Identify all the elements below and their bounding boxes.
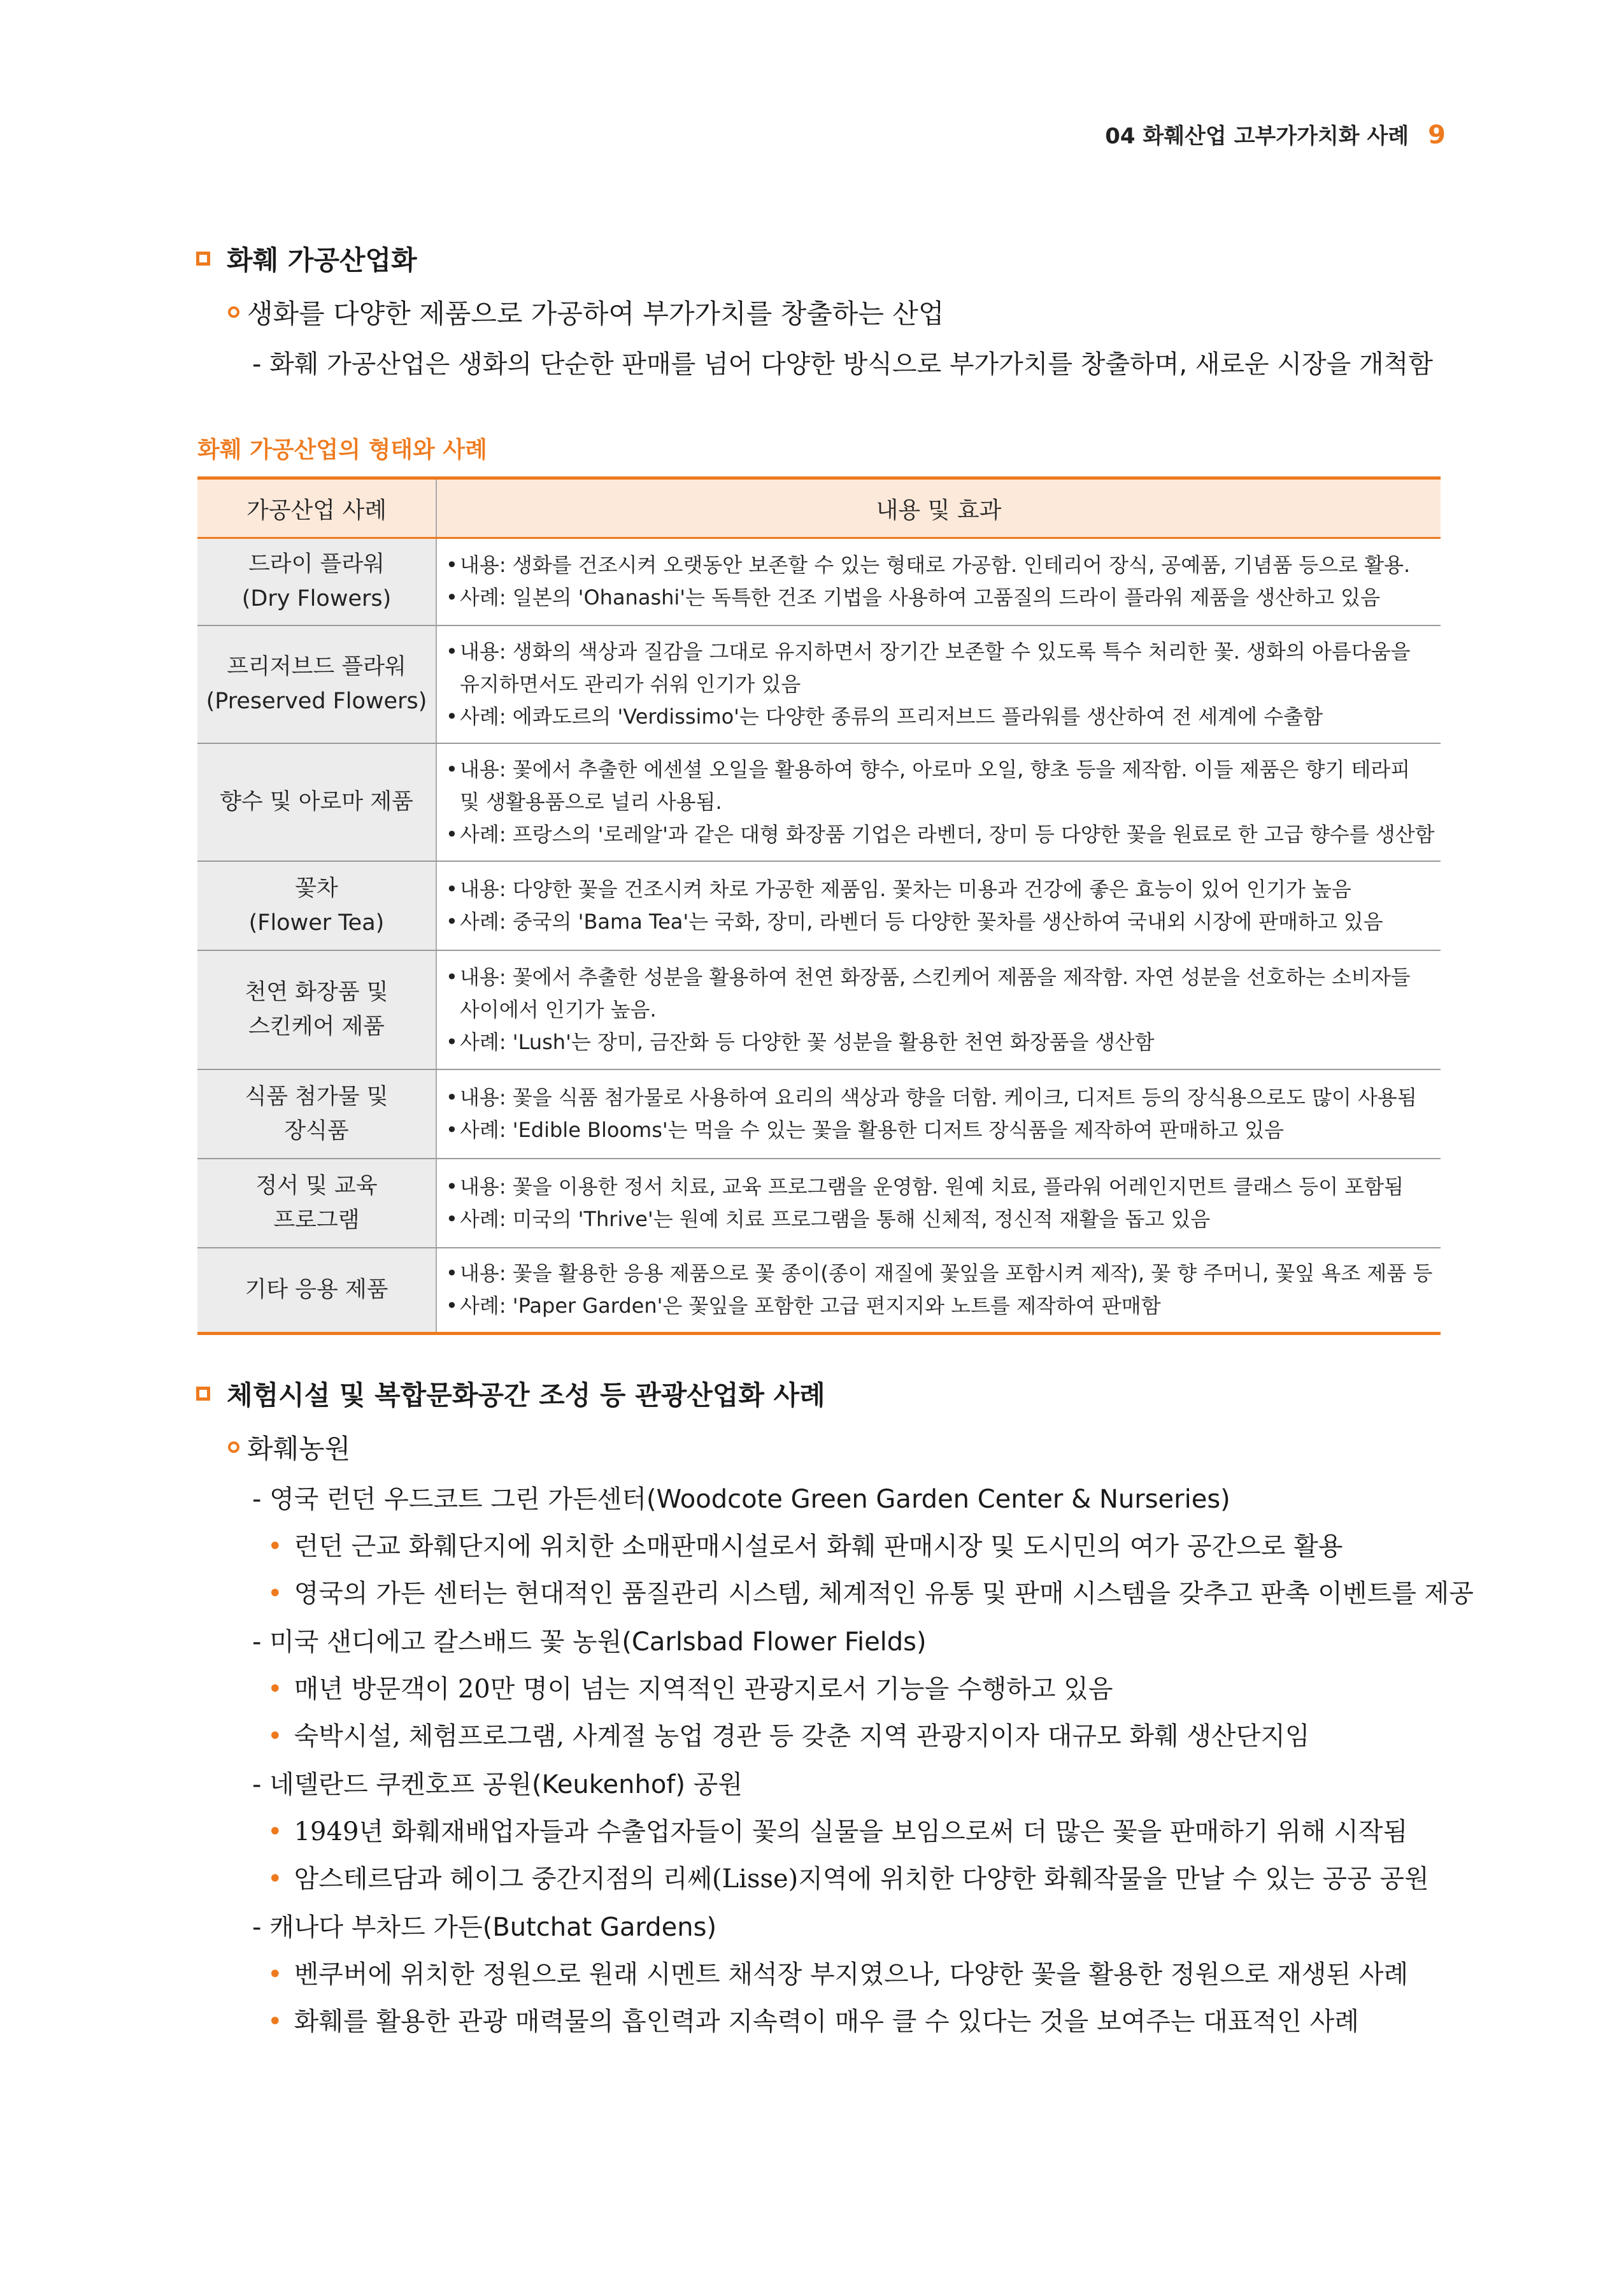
desc-item: • 사례: 미국의 'Thrive'는 원예 치료 프로그램을 통해 신체적, 정신적 재활을 돕고 있음 bbox=[446, 1206, 1211, 1231]
table-header-row bbox=[197, 478, 1441, 538]
section-heading-tourism bbox=[196, 1375, 825, 1413]
case-title: - 영국 런던 우드코트 그린 가든센터(Woodcote Green Garden Center & Nurseries) bbox=[252, 1485, 1230, 1514]
table-row bbox=[197, 861, 1441, 950]
desc-item: • 사례: 중국의 'Bama Tea'는 국화, 장미, 라벤더 등 다양한 꽃차를 생산하여 국내외 시장에 판매하고 있음 bbox=[446, 909, 1383, 934]
case-name-line: 프로그램 bbox=[273, 1207, 360, 1233]
case-name-line: 식품 첨가물 및 bbox=[245, 1083, 388, 1110]
case-name-cell bbox=[197, 861, 436, 950]
case-name-line: 드라이 플라워 bbox=[248, 552, 385, 578]
case-bullet: • 화훼를 활용한 관광 매력물의 흡인력과 지속력이 매우 클 수 있다는 것을 보여주는 대표적인 사례 bbox=[267, 2007, 1359, 2036]
section-heading-text: 체험시설 및 복합문화공간 조성 등 관광산업화 사례 bbox=[227, 1380, 825, 1411]
case-name-cell bbox=[197, 950, 436, 1069]
table-row bbox=[197, 625, 1441, 743]
chapter-title: 04 화훼산업 고부가가치화 사례 bbox=[1105, 124, 1409, 149]
section-point bbox=[228, 1428, 350, 1466]
case-desc-cell bbox=[436, 1248, 1441, 1334]
case-name-cell bbox=[197, 1248, 436, 1334]
table-row bbox=[197, 1248, 1441, 1334]
desc-item: • 내용: 다양한 꽃을 건조시켜 차로 가공한 제품임. 꽃차는 미용과 건강에 좋은 효능이 있어 인기가 높음 bbox=[446, 876, 1351, 901]
table-title: 화훼 가공산업의 형태와 사례 bbox=[197, 437, 487, 463]
case-bullet: • 매년 방문객이 20만 명이 넘는 지역적인 관광지로서 기능을 수행하고 있음 bbox=[267, 1675, 1113, 1704]
desc-item: • 내용: 생화를 건조시켜 오랫동안 보존할 수 있는 형태로 가공함. 인테리어 장식, 공예품, 기념품 등으로 활용. bbox=[446, 553, 1411, 578]
case-name-line: 프리저브드 플라워 bbox=[227, 654, 406, 680]
case-bullet: • 1949년 화훼재배업자들과 수출업자들이 꽃의 실물을 보임으로써 더 많은 꽃을 판매하기 위해 시작됨 bbox=[267, 1817, 1408, 1847]
circle-bullet-icon bbox=[228, 306, 239, 318]
square-bullet-icon bbox=[196, 1387, 210, 1401]
bullet-dot-icon: • bbox=[267, 1864, 283, 1894]
desc-item: • 내용: 꽃을 활용한 응용 제품으로 꽃 종이(종이 재질에 꽃잎을 포함시켜 제작), 꽃 향 주머니, 꽃잎 욕조 제품 등 bbox=[446, 1261, 1433, 1286]
case-desc-cell bbox=[436, 950, 1441, 1069]
bullet-dot-icon: • bbox=[267, 1722, 283, 1751]
section-point-text: 생화를 다양한 제품으로 가공하여 부가가치를 창출하는 산업 bbox=[247, 298, 944, 329]
case-name-line: 장식품 bbox=[284, 1118, 349, 1144]
column-header-content: 내용 및 효과 bbox=[436, 478, 1441, 538]
case-name-line: (Dry Flowers) bbox=[241, 586, 392, 612]
desc-item: • 사례: 'Paper Garden'은 꽃잎을 포함한 고급 편지지와 노트를 제작하여 판매함 bbox=[446, 1294, 1161, 1318]
processing-cases-table bbox=[197, 476, 1441, 1335]
table-row bbox=[197, 1159, 1441, 1248]
desc-item: • 사례: 'Edible Blooms'는 먹을 수 있는 꽃을 활용한 디저트 장식품을 제작하여 판매하고 있음 bbox=[446, 1117, 1284, 1142]
bullet-dot-icon: • bbox=[267, 1675, 283, 1704]
case-name-cell bbox=[197, 625, 436, 743]
case-desc-cell bbox=[436, 625, 1441, 743]
case-name-cell bbox=[197, 1069, 436, 1159]
desc-item: • 사례: 프랑스의 '로레알'과 같은 대형 화장품 기업은 라벤더, 장미 등 다양한 꽃을 원료로 한 고급 향수를 생산함 bbox=[446, 822, 1435, 846]
bullet-dot-icon: • bbox=[267, 1532, 283, 1561]
case-name-cell bbox=[197, 538, 436, 625]
table-row bbox=[197, 743, 1441, 861]
case-name-cell bbox=[197, 743, 436, 861]
case-name-line: 향수 및 아로마 제품 bbox=[220, 789, 413, 815]
case-desc-cell bbox=[436, 538, 1441, 625]
case-bullet: • 런던 근교 화훼단지에 위치한 소매판매시설로서 화훼 판매시장 및 도시민의 여가 공간으로 활용 bbox=[267, 1532, 1343, 1561]
desc-item: • 사례: 일본의 'Ohanashi'는 독특한 건조 기법을 사용하여 고품질의 드라이 플라워 제품을 생산하고 있음 bbox=[446, 585, 1380, 610]
case-desc-cell bbox=[436, 743, 1441, 861]
bullet-dot-icon: • bbox=[267, 1579, 283, 1608]
table-row bbox=[197, 538, 1441, 625]
case-desc-cell bbox=[436, 1069, 1441, 1159]
case-bullet: • 암스테르담과 헤이그 중간지점의 리쎄(Lisse)지역에 위치한 다양한 화훼작물을 만날 수 있는 공공 공원 bbox=[267, 1864, 1429, 1894]
case-title: - 네델란드 쿠켄호프 공원(Keukenhof) 공원 bbox=[252, 1770, 743, 1799]
desc-item: • 사례: 'Lush'는 장미, 금잔화 등 다양한 꽃 성분을 활용한 천연 화장품을 생산함 bbox=[446, 1029, 1155, 1054]
case-desc-cell bbox=[436, 861, 1441, 950]
section-sub-point: - 화훼 가공산업은 생화의 단순한 판매를 넘어 다양한 방식으로 부가가치를 창출하며, 새로운 시장을 개척함 bbox=[252, 350, 1433, 379]
desc-item: • 내용: 꽃에서 추출한 에센셜 오일을 활용하여 향수, 아로마 오일, 향초 등을 제작함. 이들 제품은 향기 테라피 및 생활용품으로 널리 사용됨. bbox=[446, 757, 1411, 814]
section-heading-processing bbox=[196, 239, 417, 278]
case-name-line: 기타 응용 제품 bbox=[245, 1277, 388, 1303]
desc-item: • 내용: 꽃을 이용한 정서 치료, 교육 프로그램을 운영함. 원예 치료, 플라워 어레인지먼트 클래스 등이 포함됨 bbox=[446, 1174, 1404, 1199]
case-bullet: • 영국의 가든 센터는 현대적인 품질관리 시스템, 체계적인 유통 및 판매 시스템을 갖추고 판촉 이벤트를 제공 bbox=[267, 1579, 1474, 1608]
case-name-line: (Preserved Flowers) bbox=[206, 689, 427, 714]
bullet-dot-icon: • bbox=[267, 2007, 283, 2036]
case-name-line: 스킨케어 제품 bbox=[248, 1014, 385, 1039]
desc-item: • 내용: 꽃에서 추출한 성분을 활용하여 천연 화장품, 스킨케어 제품을 제작함. 자연 성분을 선호하는 소비자들 사이에서 인기가 높음. bbox=[446, 964, 1411, 1022]
section-heading-text: 화훼 가공산업화 bbox=[227, 245, 417, 276]
bullet-dot-icon: • bbox=[267, 1817, 283, 1847]
table-row bbox=[197, 950, 1441, 1069]
table-row bbox=[197, 1069, 1441, 1159]
case-name-line: 정서 및 교육 bbox=[255, 1173, 378, 1199]
case-desc-cell bbox=[436, 1159, 1441, 1248]
case-name-line: 꽃차 bbox=[295, 875, 338, 901]
case-name-line: (Flower Tea) bbox=[248, 910, 385, 936]
page-header bbox=[1105, 118, 1446, 150]
square-bullet-icon bbox=[196, 252, 210, 266]
case-title: - 캐나다 부차드 가든(Butchat Gardens) bbox=[252, 1913, 717, 1942]
case-name-cell bbox=[197, 1159, 436, 1248]
case-name-line: 천연 화장품 및 bbox=[245, 980, 388, 1005]
case-bullet: • 벤쿠버에 위치한 정원으로 원래 시멘트 채석장 부지였으나, 다양한 꽃을 활용한 정원으로 재생된 사례 bbox=[267, 1960, 1409, 1989]
desc-item: • 내용: 생화의 색상과 질감을 그대로 유지하면서 장기간 보존할 수 있도록 특수 처리한 꽃. 생화의 아름다움을 유지하면서도 관리가 쉬워 인기가 있음 bbox=[446, 639, 1411, 696]
page-number: 9 bbox=[1428, 120, 1446, 150]
section-point-text: 화훼농원 bbox=[247, 1433, 351, 1464]
section-point bbox=[228, 293, 944, 331]
bullet-dot-icon: • bbox=[267, 1960, 283, 1989]
case-bullet: • 숙박시설, 체험프로그램, 사계절 농업 경관 등 갖춘 지역 관광지이자 대규모 화훼 생산단지임 bbox=[267, 1722, 1310, 1751]
column-header-case: 가공산업 사례 bbox=[197, 478, 436, 538]
circle-bullet-icon bbox=[228, 1441, 239, 1453]
desc-item: • 사례: 에콰도르의 'Verdissimo'는 다양한 종류의 프리저브드 플라워를 생산하여 전 세계에 수출함 bbox=[446, 704, 1323, 729]
case-title: - 미국 샌디에고 칼스배드 꽃 농원(Carlsbad Flower Fields) bbox=[252, 1627, 927, 1657]
desc-item: • 내용: 꽃을 식품 첨가물로 사용하여 요리의 색상과 향을 더함. 케이크, 디저트 등의 장식용으로도 많이 사용됨 bbox=[446, 1085, 1417, 1110]
